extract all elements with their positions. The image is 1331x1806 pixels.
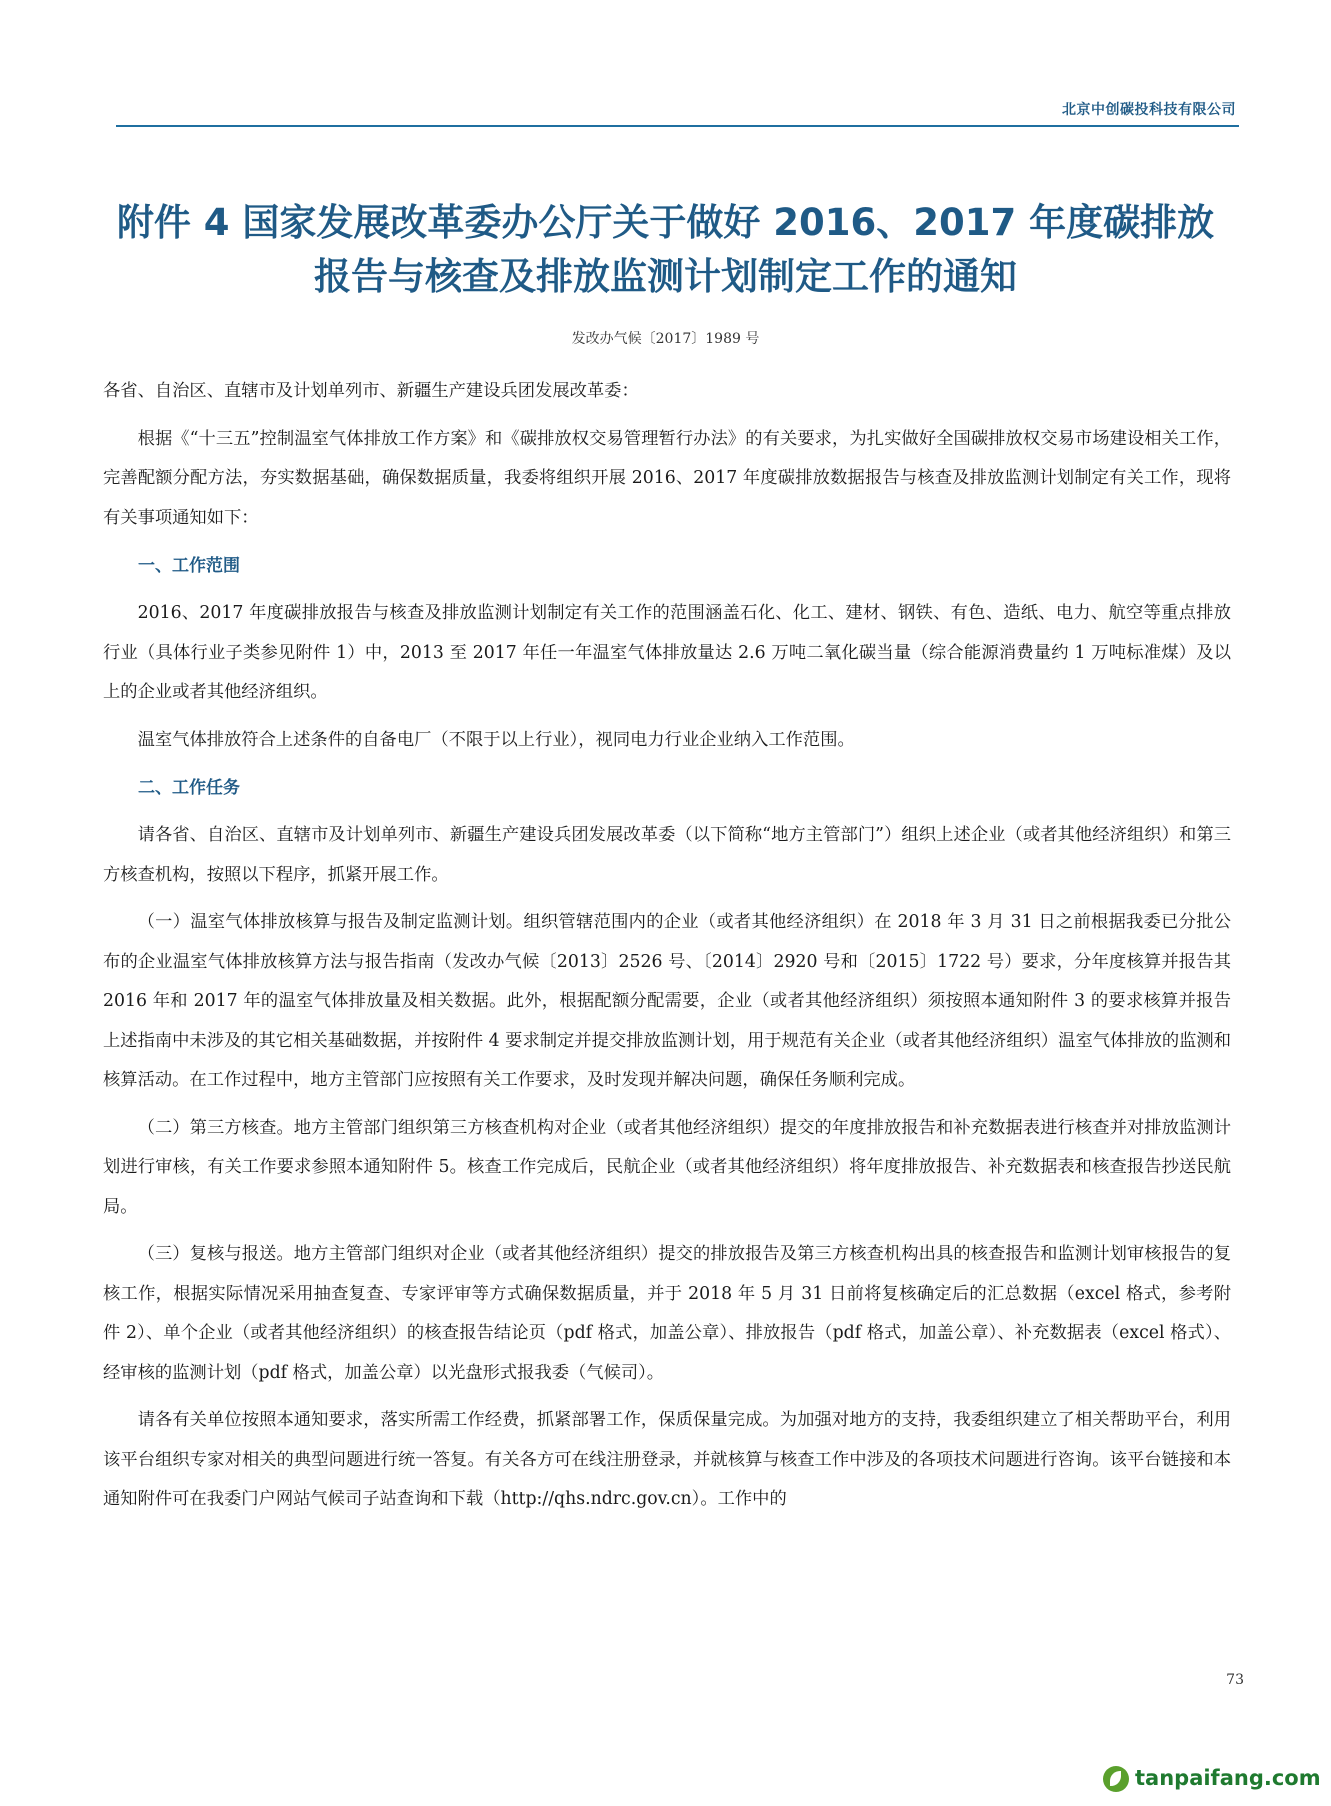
document-number: 发改办气候〔2017〕1989 号	[571, 331, 760, 347]
body-paragraph: （一）温室气体排放核算与报告及制定监测计划。组织管辖范围内的企业（或者其他经济组织）在 2018 年 3 月 31 日之前根据我委已分批公布的企业温室气体排放核算方法与报告指南（发改办气候〔2013〕2526 号、〔2014〕2920 号和〔2015〕1722 号）要求，分年度核算并报告其 2016 年和 2017 年的温室气体排放量及相关数据。此外，根据配额分配需要，企业（或者其他经济组织）须按照本通知附件 3 的要求核算并报告上述指南中未涉及的其它相关基础数据，并按附件 4 要求制定并提交排放监测计划，用于规范有关企业（或者其他经济组织）温室气体排放的监测和核算活动。在工作过程中，地方主管部门应按照有关工作要求，及时发现并解决问题，确保任务顺利完成。	[103, 912, 1231, 1090]
body-paragraph: （二）第三方核查。地方主管部门组织第三方核查机构对企业（或者其他经济组织）提交的年度排放报告和补充数据表进行核查并对排放监测计划进行审核，有关工作要求参照本通知附件 5。核查工作完成后，民航企业（或者其他经济组织）将年度排放报告、补充数据表和核查报告抄送民航局。	[103, 1117, 1231, 1217]
body-paragraph: 2016、2017 年度碳排放报告与核查及排放监测计划制定有关工作的范围涵盖石化、化工、建材、钢铁、有色、造纸、电力、航空等重点排放行业（具体行业子类参见附件 1）中，2013 至 2017 年任一年温室气体排放量达 2.6 万吨二氧化碳当量（综合能源消费量约 1 万吨标准煤）及以上的企业或者其他经济组织。	[103, 603, 1231, 702]
header-divider	[116, 125, 1239, 127]
document-body	[103, 372, 1231, 1528]
leaf-logo-icon	[1103, 1766, 1129, 1792]
body-paragraph: 请各省、自治区、直辖市及计划单列市、新疆生产建设兵团发展改革委（以下简称“地方主管部门”）组织上述企业（或者其他经济组织）和第三方核查机构，按照以下程序，抓紧开展工作。	[103, 825, 1231, 885]
section-heading-scope: 一、工作范围	[138, 556, 240, 576]
body-paragraph: 温室气体排放符合上述条件的自备电厂（不限于以上行业），视同电力行业企业纳入工作范围。	[137, 729, 855, 750]
title-line-2: 报告与核查及排放监测计划制定工作的通知	[314, 255, 1017, 298]
title-line-1: 附件 4 国家发展改革委办公厅关于做好 2016、2017 年度碳排放	[116, 201, 1215, 244]
site-watermark	[1101, 1764, 1321, 1798]
document-title	[60, 196, 1271, 304]
header-company-name: 北京中创碳投科技有限公司	[1062, 102, 1236, 118]
page-number: 73	[1226, 1672, 1244, 1688]
body-paragraph: 请各有关单位按照本通知要求，落实所需工作经费，抓紧部署工作，保质保量完成。为加强对地方的支持，我委组织建立了相关帮助平台，利用该平台组织专家对相关的典型问题进行统一答复。有关各方可在线注册登录，并就核算与核查工作中涉及的各项技术问题进行咨询。该平台链接和本通知附件可在我委门户网站气候司子站查询和下载（http://qhs.ndrc.gov.cn）。工作中的	[103, 1410, 1231, 1509]
watermark-text: tanpaifang.com	[1135, 1766, 1321, 1790]
salutation: 各省、自治区、直辖市及计划单列市、新疆生产建设兵团发展改革委：	[103, 381, 639, 401]
body-paragraph: （三）复核与报送。地方主管部门组织对企业（或者其他经济组织）提交的排放报告及第三方核查机构出具的核查报告和监测计划审核报告的复核工作，根据实际情况采用抽查复查、专家评审等方式确保数据质量，并于 2018 年 5 月 31 日前将复核确定后的汇总数据（excel 格式，参考附件 2）、单个企业（或者其他经济组织）的核查报告结论页（pdf 格式，加盖公章）、排放报告（pdf 格式，加盖公章）、补充数据表（excel 格式）、经审核的监测计划（pdf 格式，加盖公章）以光盘形式报我委（气候司）。	[103, 1244, 1231, 1383]
section-heading-tasks: 二、工作任务	[138, 778, 240, 798]
intro-paragraph: 根据《“十三五”控制温室气体排放工作方案》和《碳排放权交易管理暂行办法》的有关要求，为扎实做好全国碳排放权交易市场建设相关工作，完善配额分配方法，夯实数据基础，确保数据质量，我委将组织开展 2016、2017 年度碳排放数据报告与核查及排放监测计划制定有关工作，现将有关事项通知如下：	[103, 428, 1231, 528]
